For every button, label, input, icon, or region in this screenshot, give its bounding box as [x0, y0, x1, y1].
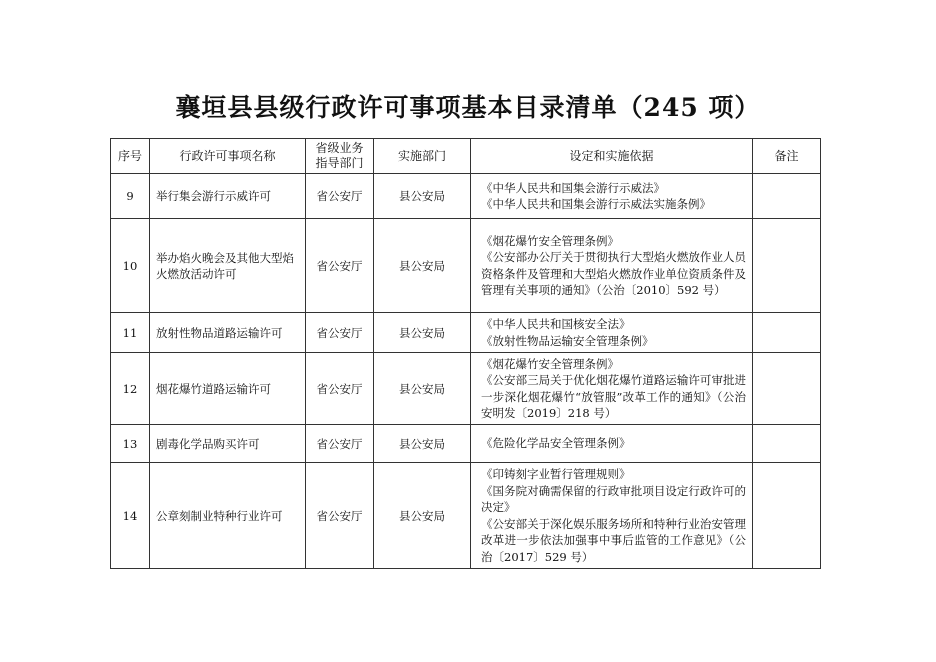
row-name: 剧毒化学品购买许可 — [150, 425, 306, 463]
row-no: 12 — [111, 353, 150, 425]
basis-line: 《中华人民共和国集会游行示威法》 — [481, 180, 665, 195]
basis-line: 《放射性物品运输安全管理条例》 — [481, 333, 654, 348]
row-basis — [471, 425, 753, 463]
header-impl-dept: 实施部门 — [374, 139, 471, 174]
basis-line: 《中华人民共和国核安全法》 — [481, 317, 631, 331]
table-row — [111, 463, 821, 569]
row-province-dept: 省公安厅 — [306, 353, 374, 425]
row-name: 放射性物品道路运输许可 — [150, 313, 306, 353]
row-province-dept: 省公安厅 — [306, 219, 374, 313]
row-basis — [471, 174, 753, 219]
table-header-row — [111, 139, 821, 174]
header-province-dept-text: 省级业务指导部门 — [315, 141, 364, 170]
row-name: 公章刻制业特种行业许可 — [150, 463, 306, 569]
row-note — [753, 425, 821, 463]
basis-line: 《国务院对确需保留的行政审批项目设定行政许可的决定》 — [481, 483, 746, 514]
basis-line: 《中华人民共和国集会游行示威法实施条例》 — [481, 197, 711, 211]
basis-line: 《公安部关于深化娱乐服务场所和特种行业治安管理改革进一步依法加强事中事后监管的工作意见》（公治〔2017〕529 号） — [481, 516, 746, 564]
row-province-dept: 省公安厅 — [306, 313, 374, 353]
basis-line: 《公安部三局关于优化烟花爆竹道路运输许可审批进一步深化烟花爆竹“放管服”改革工作的通知》（公治安明发〔2019〕218 号） — [481, 373, 746, 420]
row-note — [753, 174, 821, 219]
row-note — [753, 219, 821, 313]
row-no: 9 — [111, 174, 150, 219]
row-name: 举办焰火晚会及其他大型焰火燃放活动许可 — [150, 219, 306, 313]
basis-line: 《公安部办公厅关于贯彻执行大型焰火燃放作业人员资格条件及管理和大型焰火燃放作业单位资质条件及管理有关事项的通知》（公治〔2010〕592 号） — [481, 250, 746, 297]
row-impl-dept: 县公安局 — [374, 313, 471, 353]
table-row — [111, 425, 821, 463]
row-note — [753, 313, 821, 353]
row-no: 11 — [111, 313, 150, 353]
row-province-dept: 省公安厅 — [306, 463, 374, 569]
header-note: 备注 — [753, 139, 821, 174]
header-province-dept — [306, 139, 374, 174]
row-basis — [471, 219, 753, 313]
row-no: 13 — [111, 425, 150, 463]
permit-table — [110, 138, 821, 569]
row-impl-dept: 县公安局 — [374, 353, 471, 425]
header-name: 行政许可事项名称 — [150, 139, 306, 174]
table-row — [111, 174, 821, 219]
basis-line: 《危险化学品安全管理条例》 — [481, 436, 631, 451]
row-name: 烟花爆竹道路运输许可 — [150, 353, 306, 425]
row-province-dept: 省公安厅 — [306, 174, 374, 219]
header-no: 序号 — [111, 139, 150, 174]
row-no: 14 — [111, 463, 150, 569]
row-note — [753, 353, 821, 425]
header-basis: 设定和实施依据 — [471, 139, 753, 174]
row-no: 10 — [111, 219, 150, 313]
row-impl-dept: 县公安局 — [374, 463, 471, 569]
row-basis — [471, 313, 753, 353]
row-province-dept: 省公安厅 — [306, 425, 374, 463]
table-row — [111, 219, 821, 313]
row-name: 举行集会游行示威许可 — [150, 174, 306, 219]
row-note — [753, 463, 821, 569]
row-impl-dept: 县公安局 — [374, 174, 471, 219]
row-basis — [471, 353, 753, 425]
table-row — [111, 353, 821, 425]
row-impl-dept: 县公安局 — [374, 425, 471, 463]
basis-line: 《烟花爆竹安全管理条例》 — [481, 233, 619, 248]
page-title: 襄垣县县级行政许可事项基本目录清单（245 项） — [175, 93, 761, 122]
row-basis — [471, 463, 753, 569]
basis-line: 《烟花爆竹安全管理条例》 — [481, 356, 619, 371]
row-impl-dept: 县公安局 — [374, 219, 471, 313]
basis-line: 《印铸刻字业暂行管理规则》 — [481, 467, 631, 481]
table-row — [111, 313, 821, 353]
